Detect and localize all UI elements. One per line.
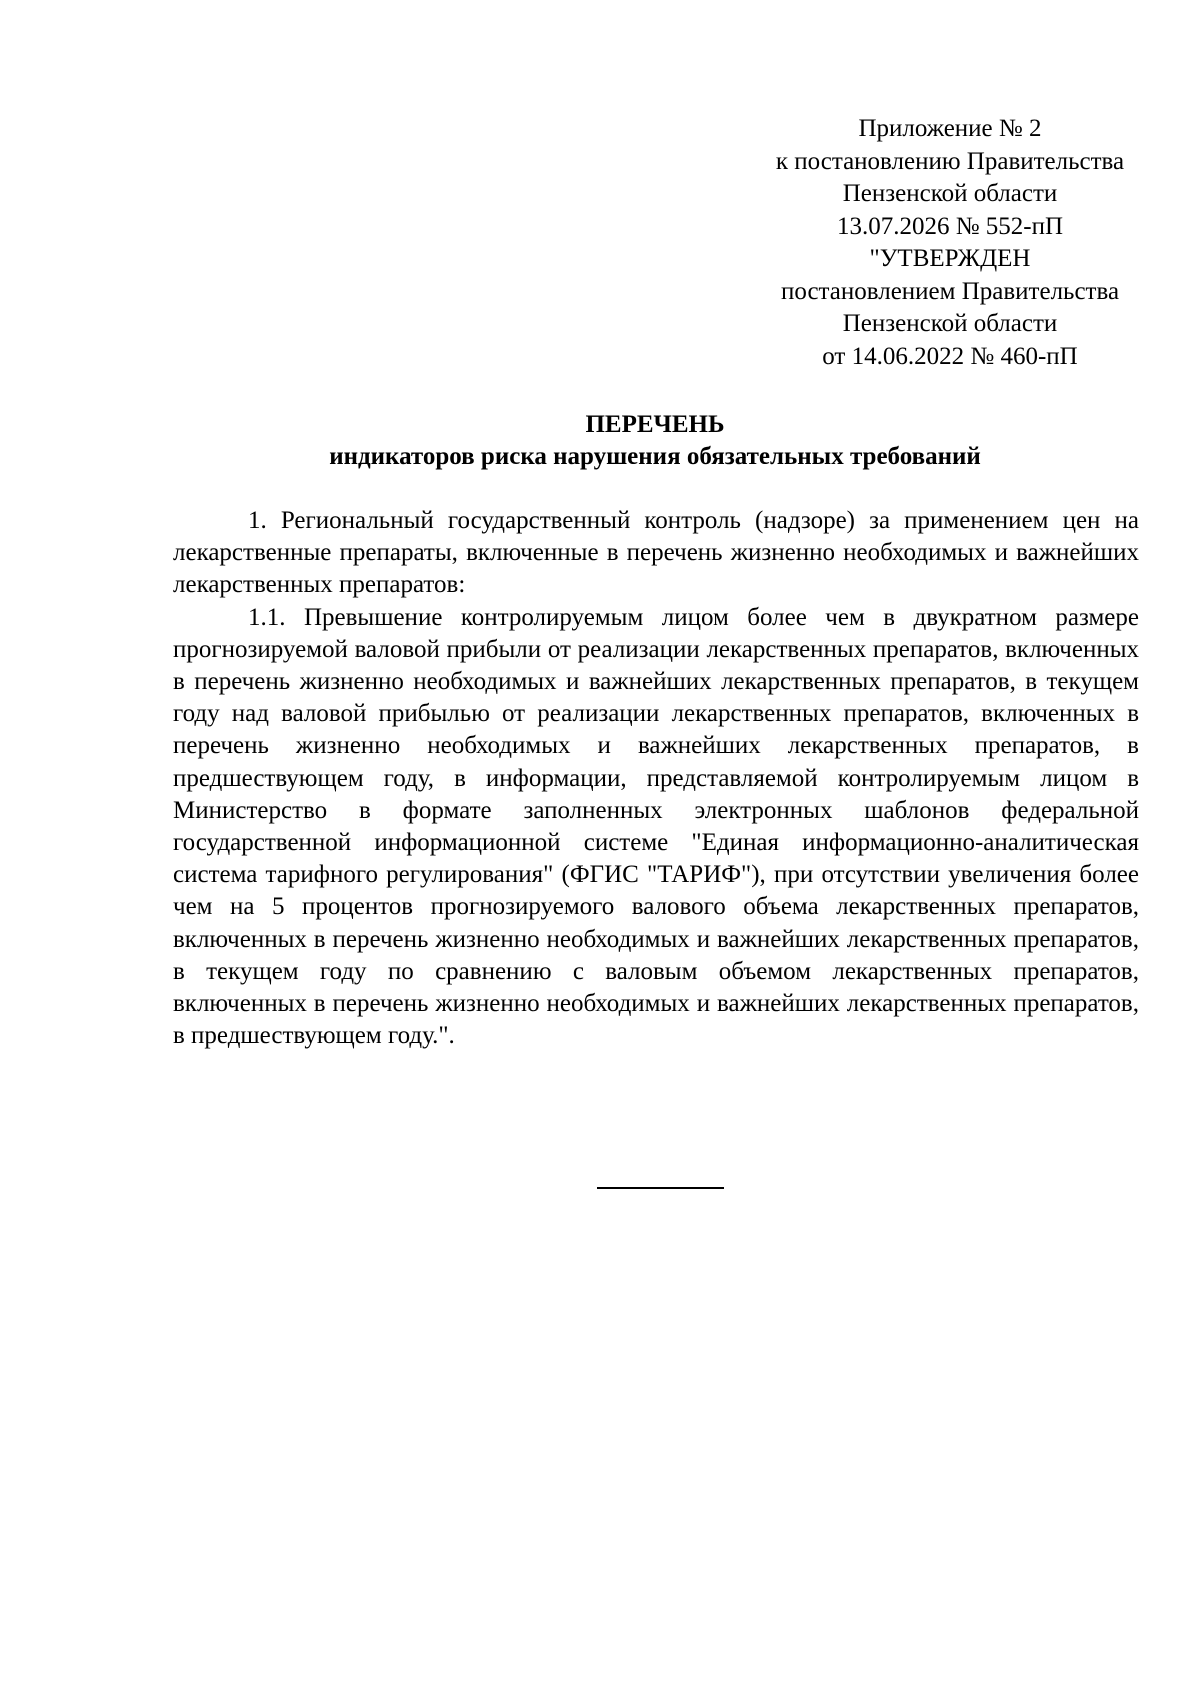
resolution-reference: к постановлению Правительства [775,147,1125,175]
end-of-document-rule [597,1187,724,1189]
original-resolution-date-number: от 14.06.2022 № 460-пП [822,342,1078,370]
approved-by-resolution: постановлением Правительства [780,277,1120,305]
document-subtitle: индикаторов риска нарушения обязательных требований [329,443,981,470]
paragraph-1: 1. Региональный государственный контроль (надзоре) за применением цен на лекарственные препараты, включенные в перечень жизненно необходимых и важнейших лекарственных препаратов: [173,507,1139,599]
document-title: ПЕРЕЧЕНЬ [585,411,725,438]
resolution-date-number: 13.07.2026 № 552-пП [836,212,1064,240]
approval-block [740,113,1160,373]
paragraph-1-1: 1.1. Превышение контролируемым лицом более чем в двукратном размере прогнозируемой валовой прибыли от реализации лекарственных препаратов, включенных в перечень жизненно необходимых и важнейших лекарственных препаратов, в текущем году над валовой прибылью от реализации лекарственных препаратов, включенных в перечень жизненно необходимых и важнейших лекарственных препаратов, в предшествующем году, в информации, представляемой контролируемым лицом в Министерство в формате заполненных электронных шаблонов федеральной государственной информационной системе "Единая информационно-аналитическая система тарифного регулирования" (ФГИС "ТАРИФ"), при отсутствии увеличения более чем на 5 процентов прогнозируемого валового объема лекарственных препаратов, включенных в перечень жизненно необходимых и важнейших лекарственных препаратов, в текущем году по сравнению с валовым объемом лекарственных препаратов, включенных в перечень жизненно необходимых и важнейших лекарственных препаратов, в предшествующем году.". [173,603,1139,1050]
region-name: Пензенской области [842,180,1058,207]
appendix-number: Приложение № 2 [858,115,1042,142]
document-body [173,505,1139,1052]
approved-label: "УТВЕРЖДЕН [869,245,1031,272]
document-heading [170,409,1140,473]
approved-region-name: Пензенской области [842,310,1058,337]
